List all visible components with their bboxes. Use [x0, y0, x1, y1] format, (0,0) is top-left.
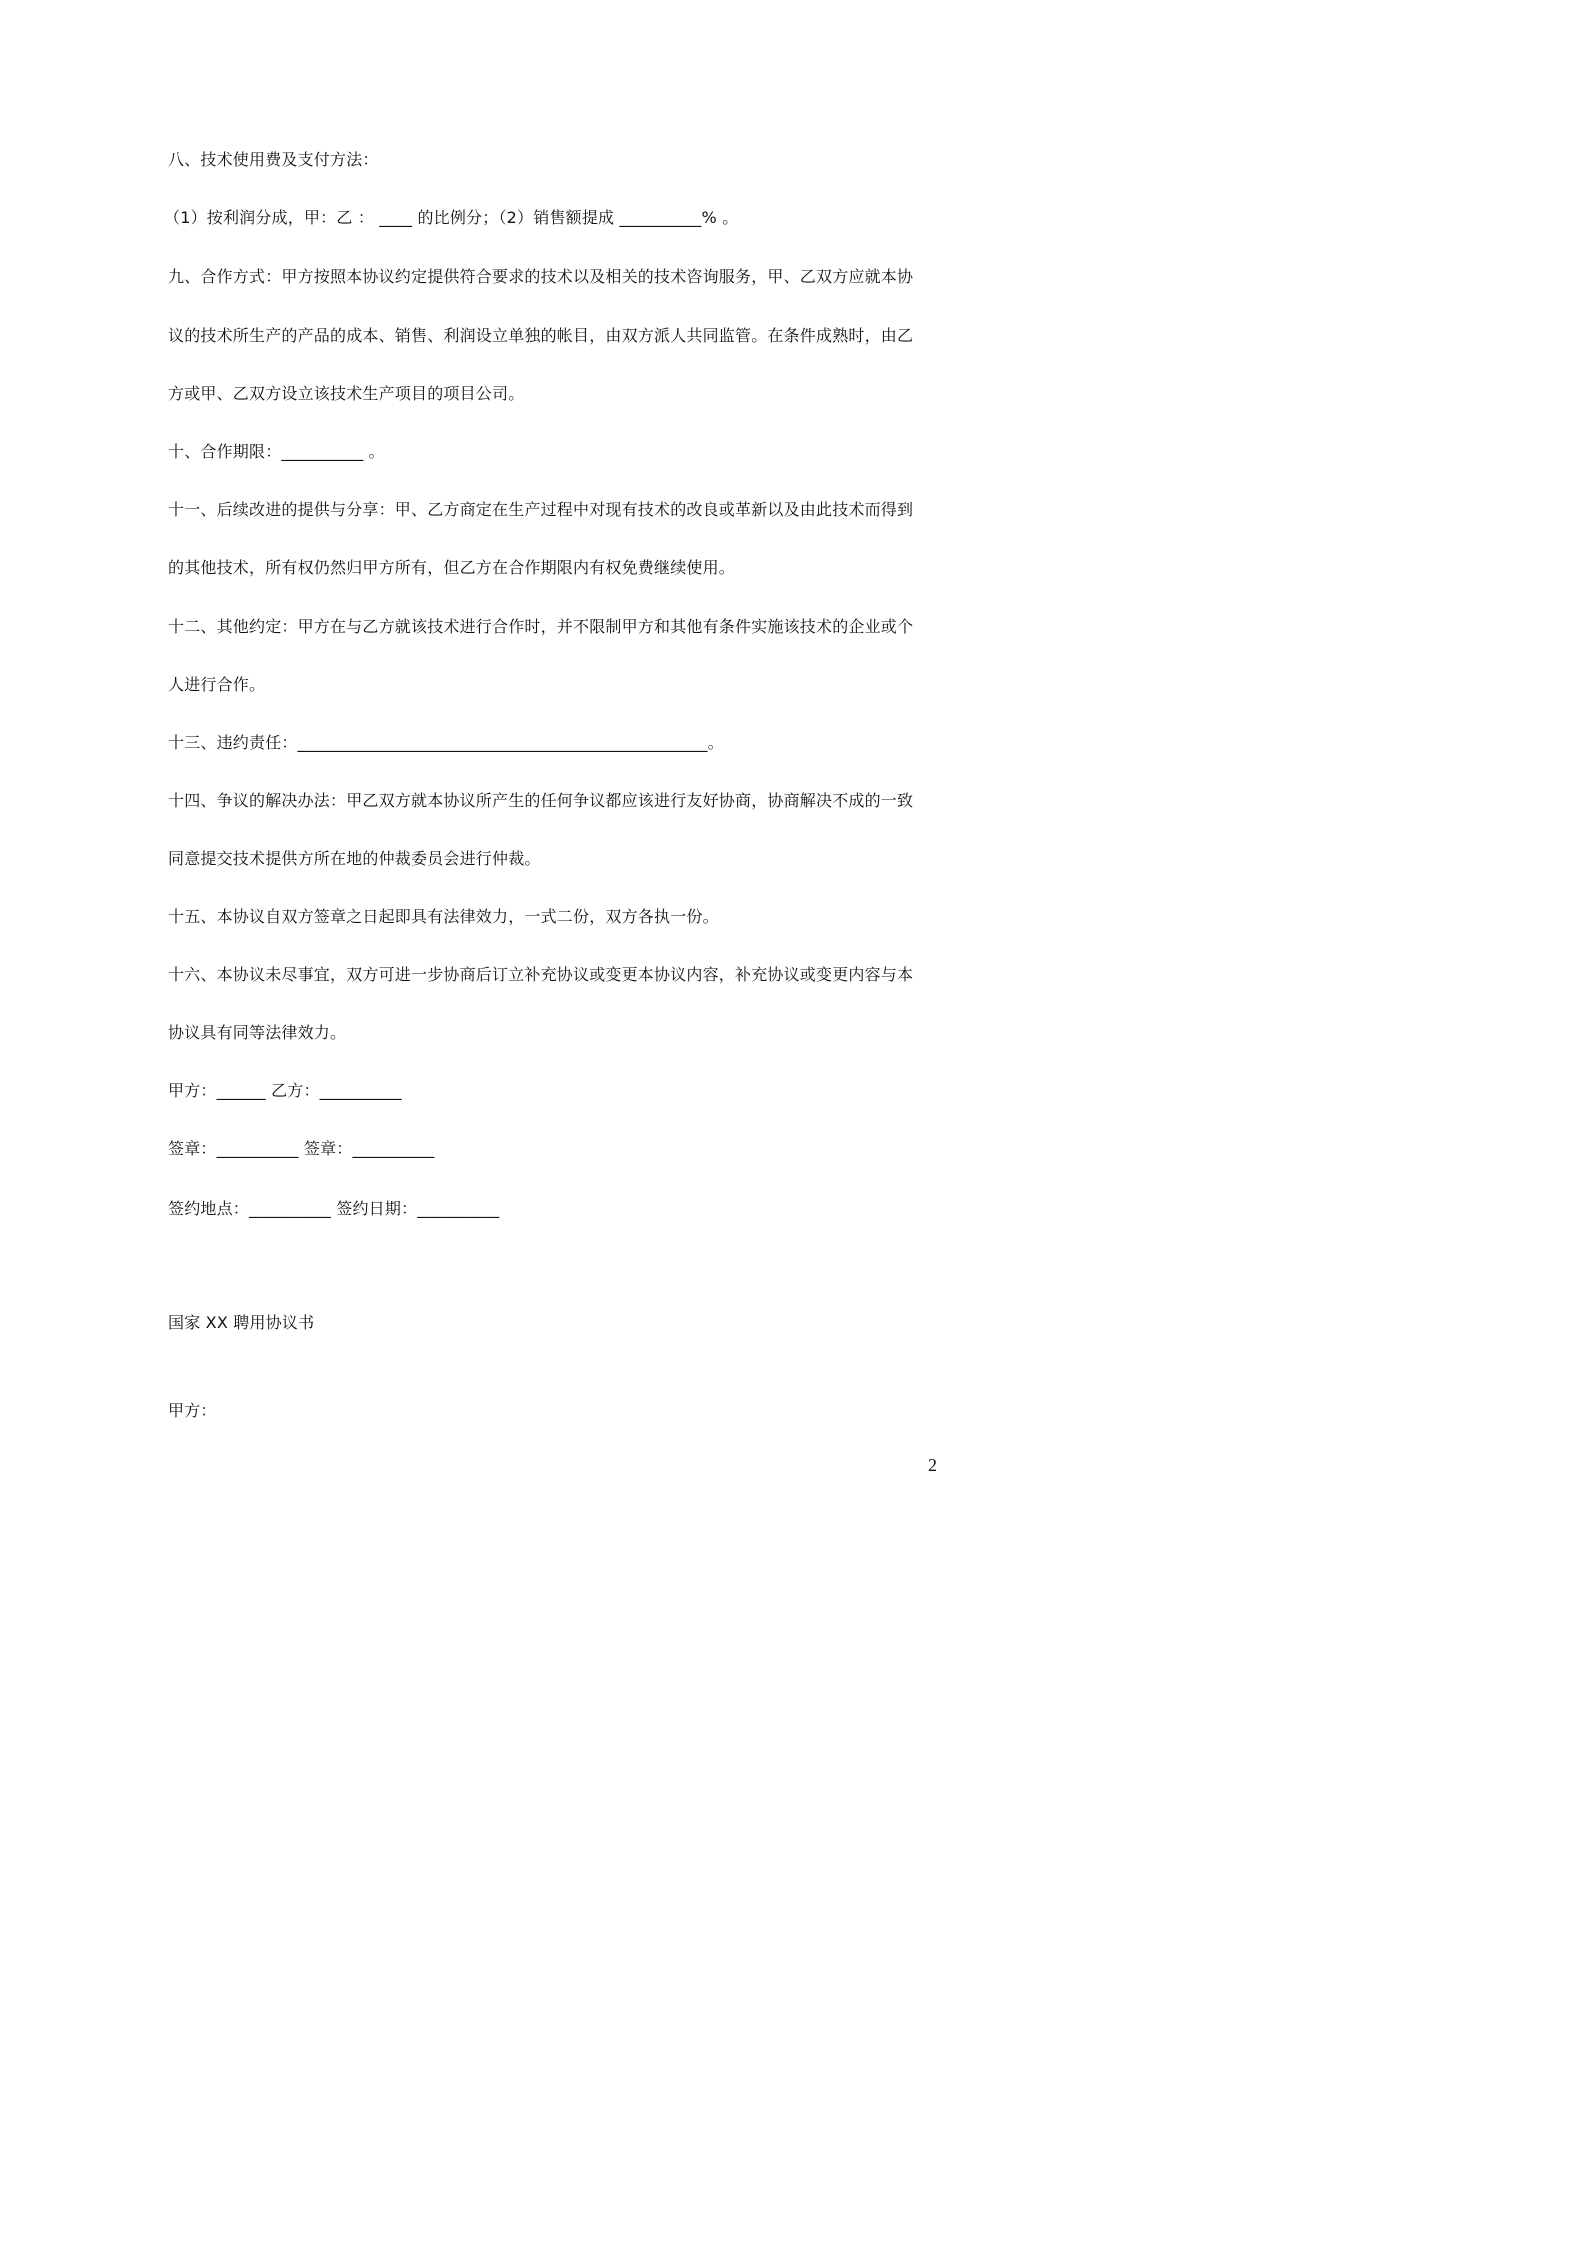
- page-number: 2: [928, 1455, 937, 1475]
- clause-12-line-1: 十二、其他约定：甲方在与乙方就该技术进行合作时，并不限制甲方和其他有条件实施该技术的企业或个: [168, 617, 914, 636]
- signature-place-date: 签约地点：__________ 签约日期：__________: [168, 1199, 500, 1218]
- clause-14-line-1: 十四、争议的解决办法：甲乙双方就本协议所产生的任何争议都应该进行友好协商，协商解决不成的一致: [168, 791, 914, 810]
- clause-8-title: 八、技术使用费及支付方法：: [168, 150, 379, 169]
- clause-15: 十五、本协议自双方签章之日起即具有法律效力，一式二份，双方各执一份。: [168, 907, 719, 926]
- clause-11-line-1: 十一、后续改进的提供与分享：甲、乙方商定在生产过程中对现有技术的改良或革新以及由此技术而得到: [168, 500, 914, 519]
- signature-parties: 甲方：______ 乙方：__________: [168, 1081, 402, 1100]
- clause-9-line-2: 议的技术所生产的产品的成本、销售、利润设立单独的帐目，由双方派人共同监管。在条件成熟时，由乙: [168, 326, 914, 345]
- clause-14-line-2: 同意提交技术提供方所在地的仲裁委员会进行仲裁。: [168, 849, 541, 868]
- clause-9-line-3: 方或甲、乙双方设立该技术生产项目的项目公司。: [168, 384, 525, 403]
- clause-9-line-1: 九、合作方式：甲方按照本协议约定提供符合要求的技术以及相关的技术咨询服务，甲、乙双方应就本协: [168, 267, 914, 286]
- clause-16-line-2: 协议具有同等法律效力。: [168, 1023, 347, 1042]
- clause-11-line-2: 的其他技术，所有权仍然归甲方所有，但乙方在合作期限内有权免费继续使用。: [168, 558, 736, 577]
- document-page: [0, 0, 1102, 1559]
- next-document-party-a: 甲方：: [168, 1401, 217, 1420]
- clause-8-payment-options: （1）按利润分成，甲：乙 ： ____ 的比例分；（2）销售额提成 __________% 。: [164, 208, 739, 227]
- signature-seals: 签章：__________ 签章：__________: [168, 1139, 435, 1158]
- clause-16-line-1: 十六、本协议未尽事宜，双方可进一步协商后订立补充协议或变更本协议内容，补充协议或变更内容与本: [168, 965, 914, 984]
- clause-13-liability: 十三、违约责任：__________________________________________________。: [168, 733, 724, 752]
- clause-12-line-2: 人进行合作。: [168, 675, 266, 694]
- clause-10-term: 十、合作期限：__________ 。: [168, 442, 385, 461]
- next-document-title: 国家 XX 聘用协议书: [168, 1313, 315, 1332]
